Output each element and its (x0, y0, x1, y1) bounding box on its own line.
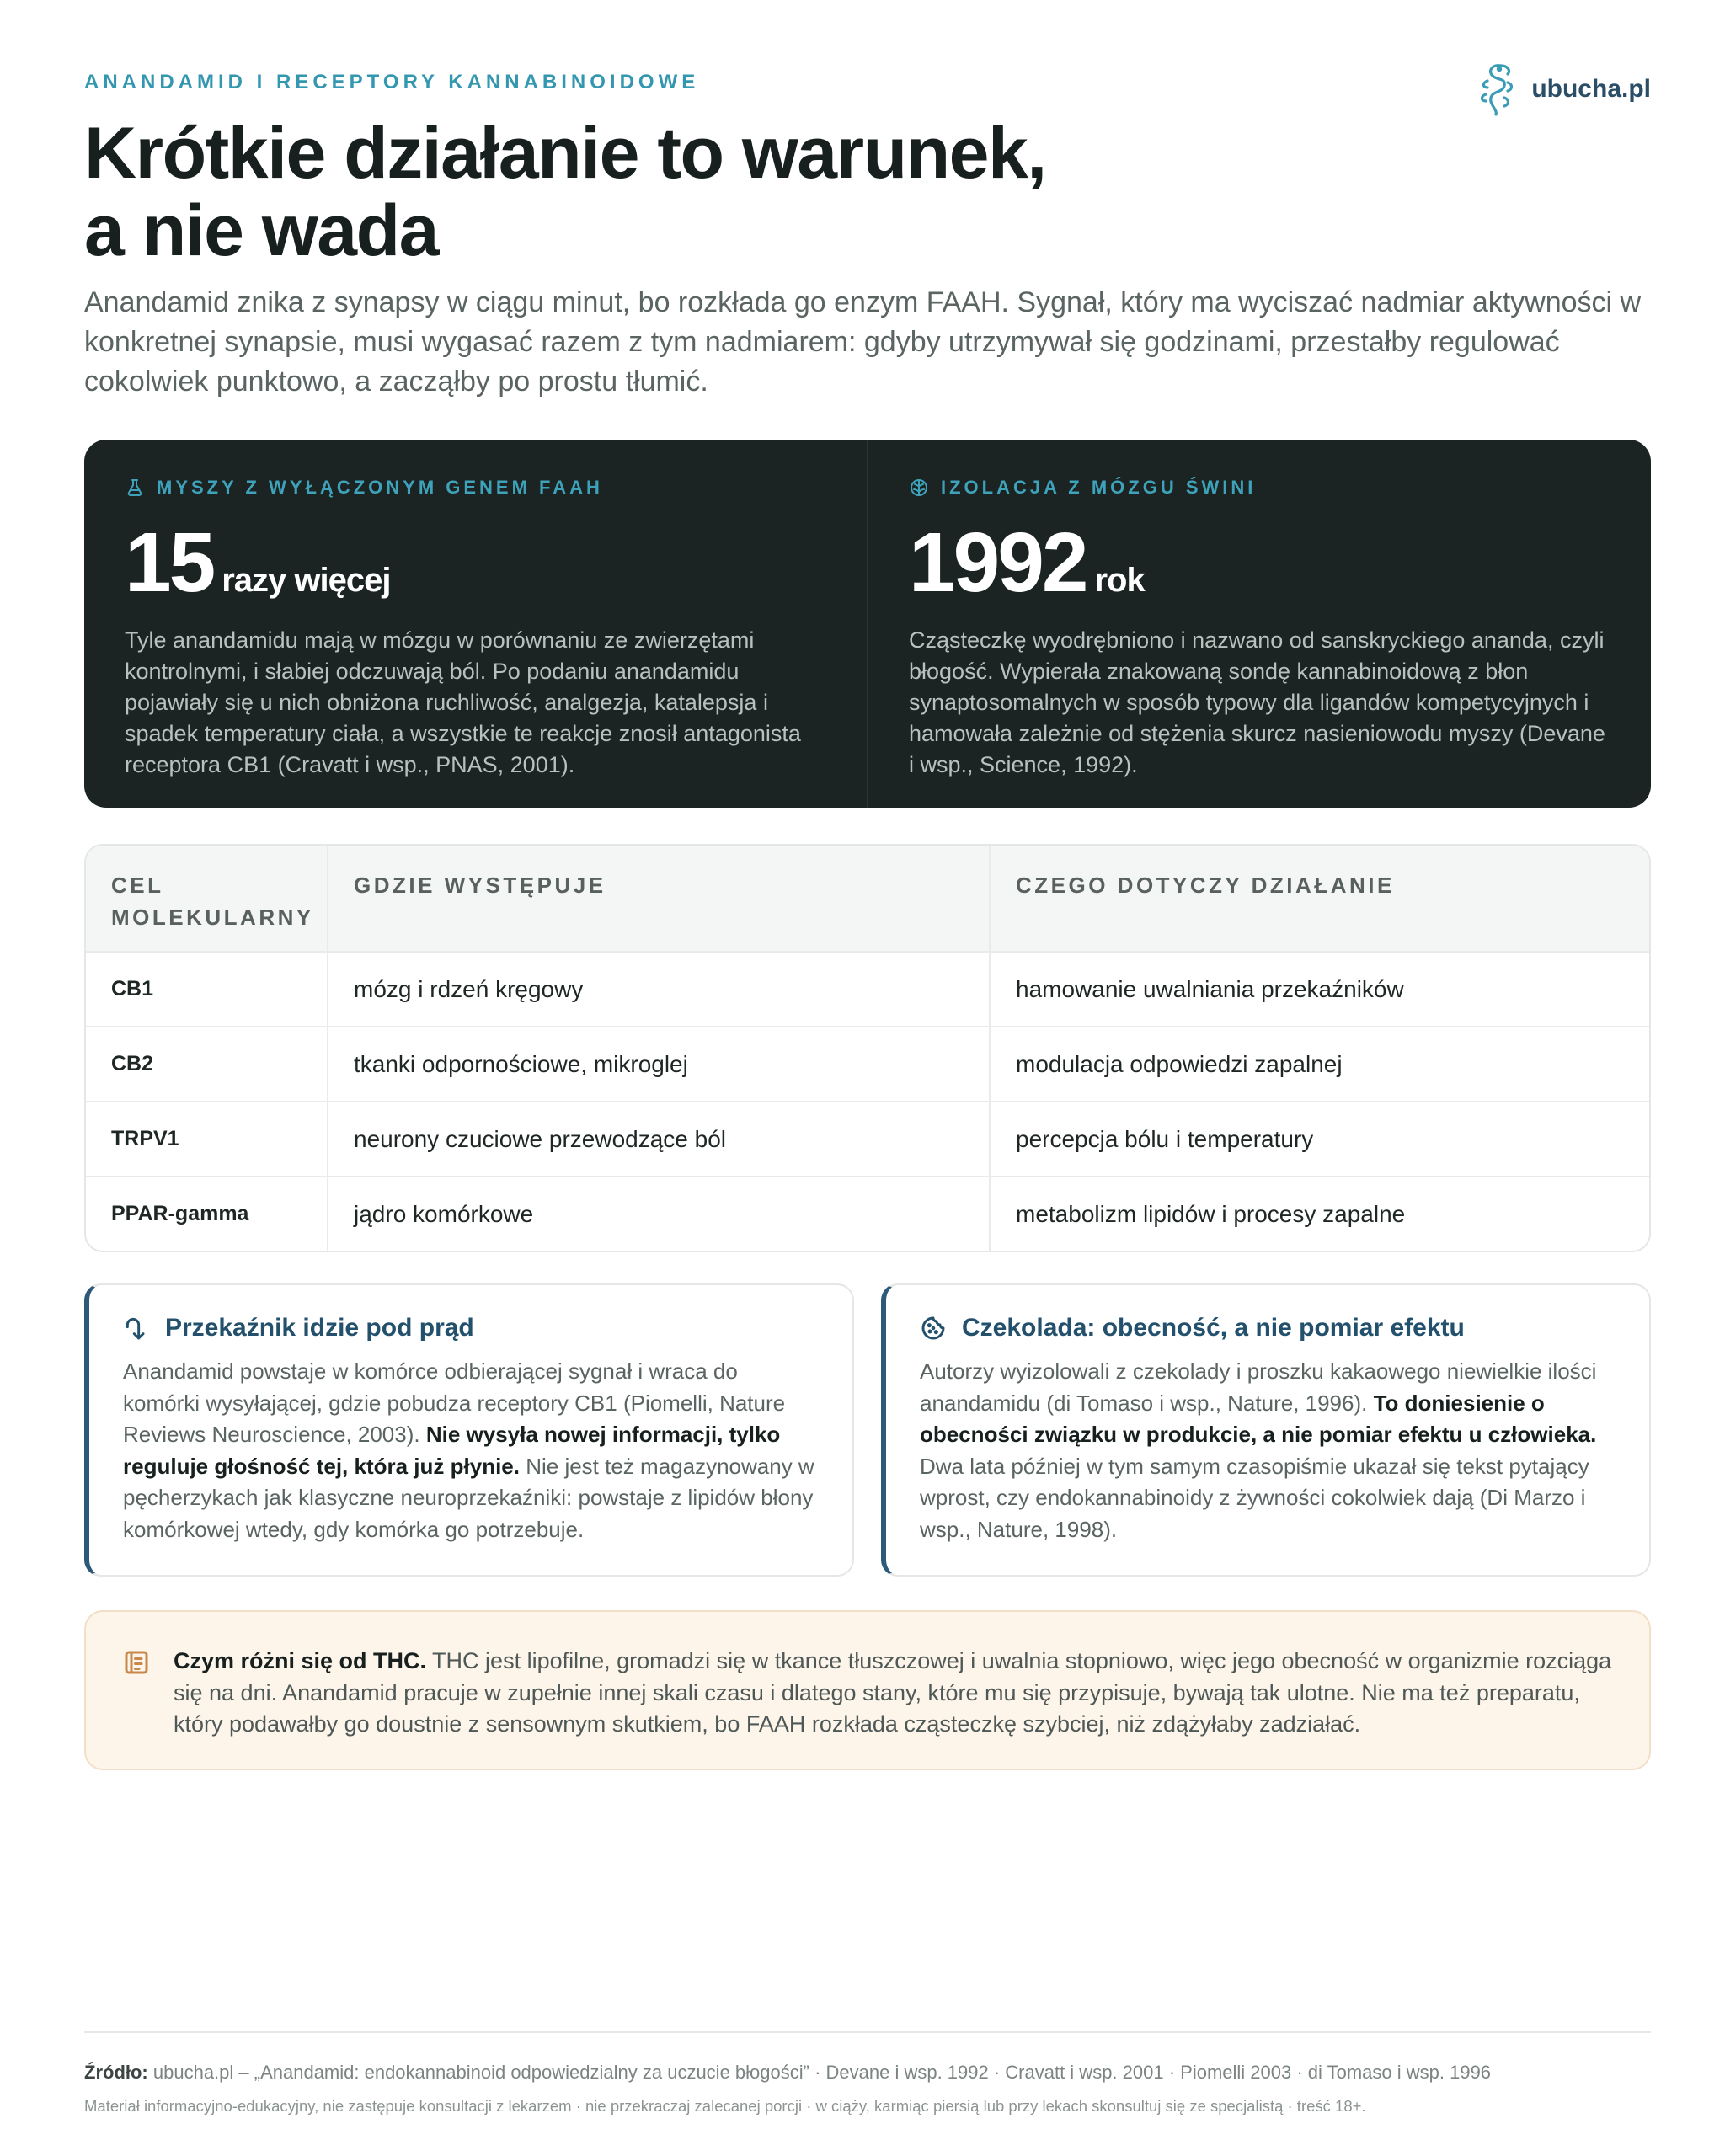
table-row (86, 1176, 1649, 1251)
note-bold: Czym różni się od THC. (174, 1648, 427, 1673)
table-row (86, 1101, 1649, 1176)
card-text-part: Anandamid powstaje w komórce odbierającej sygnał i wraca do komórki wysyłającej, gdzie pobudza receptory CB1 (Piomelli, Nature Reviews Neuroscience, 2003). (123, 1358, 786, 1447)
stat-description: Tyle anandamidu mają w mózgu w porównaniu ze zwierzętami kontrolnymi, i słabiej odczuwają ból. Po podaniu anandamidu pojawiały się u nich obniżona ruchliwość, analgezja, katalepsja i spadek temperatury ciała, a wszystkie te reakcje znosił antagonista receptora CB1 (Cravatt i wsp., PNAS, 2001). (125, 627, 801, 777)
logo-text: ubucha.pl (1531, 75, 1651, 103)
table-cell-location: neurony czuciowe przewodzące ból (328, 1102, 991, 1176)
table-cell-target: CB1 (86, 953, 328, 1026)
table-row (86, 1026, 1649, 1101)
stat-label-text: IZOLACJA Z MÓZGU ŚWINI (941, 477, 1257, 498)
card-retrograde-messenger (84, 1283, 854, 1577)
title-line-1: Krótkie działanie to warunek, (84, 113, 1046, 194)
table-header-row (86, 846, 1649, 951)
stat-value (909, 515, 1610, 610)
stat-label (125, 477, 826, 499)
brain-icon (909, 478, 929, 498)
table-cell-effect: percepcja bólu i temperatury (1016, 1125, 1314, 1152)
table-cell-location: mózg i rdzeń kręgowy (328, 953, 991, 1026)
stat-faah-mice (84, 440, 867, 808)
disclaimer: Materiał informacyjno-edukacyjny, nie zastępuje konsultacji z lekarzem · nie przekraczaj zalecanej porcji · w ciąży, karmiąc piersią lub przy lekach skonsultuj się ze specjalistą · treść 18+. (84, 2097, 1366, 2115)
stat-unit: razy więcej (222, 562, 391, 599)
stat-unit: rok (1094, 562, 1145, 599)
flask-icon (125, 478, 145, 498)
stats-panel (84, 440, 1651, 808)
card-text-part: Dwa lata później w tym samym czasopiśmie ukazał się tekst pytający wprost, czy endokannabinoidy z żywności cokolwiek dają (Di Marzo i wsp., Nature, 1998). (920, 1453, 1589, 1542)
table-cell-effect: modulacja odpowiedzi zapalnej (1016, 1050, 1343, 1077)
stat-label-text: MYSZY Z WYŁĄCZONYM GENEM FAAH (157, 477, 603, 498)
stat-isolation (867, 440, 1651, 808)
card-text-bold: To doniesienie o obecności związku w produkcie, a nie pomiar efektu u człowieka. (920, 1390, 1597, 1447)
column-header: GDZIE WYSTĘPUJE (328, 846, 991, 951)
card-text-part: Nie jest też magazynowany w pęcherzykach jak klasyczne neuroprzekaźniki: powstaje z lipidów błony komórkowej wtedy, gdy komórka go potrzebuje. (123, 1453, 814, 1542)
table-cell-target: CB2 (86, 1027, 328, 1101)
stat-number: 15 (125, 515, 214, 610)
card-title (920, 1314, 1617, 1342)
table-cell-target: PPAR-gamma (86, 1177, 328, 1251)
card-title (123, 1314, 820, 1342)
card-text-bold: Nie wysyła nowej informacji, tylko reguluje głośność tej, która już płynie. (123, 1422, 781, 1479)
document-icon (121, 1647, 152, 1678)
card-text-part: Autorzy wyizolowali z czekolady i proszku kakaowego niewielkie ilości anandamidu (di Tomaso i wsp., Nature, 1996). (920, 1358, 1597, 1416)
return-arrow-icon (123, 1315, 150, 1342)
source-label: Źródło: (84, 2062, 148, 2083)
note-text (174, 1646, 1616, 1769)
table-cell-effect: metabolizm lipidów i procesy zapalne (1016, 1200, 1406, 1227)
table-cell-target: TRPV1 (86, 1102, 328, 1176)
card-text (123, 1356, 820, 1545)
source-text: ubucha.pl – „Anandamid: endokannabinoid odpowiedzialny za uczucie błogości” · Devane i wsp. 1992 · Cravatt i wsp. 2001 · Piomelli 2003 · di Tomaso i wsp. 1996 (147, 2062, 1492, 2083)
card-title-text: Czekolada: obecność, a nie pomiar efektu (962, 1314, 1465, 1342)
thc-note (84, 1610, 1651, 1770)
infographic-page (84, 0, 1651, 2156)
page-title (84, 115, 1046, 270)
column-header: CEL MOLEKULARNY (86, 846, 328, 951)
stat-number: 1992 (909, 515, 1087, 610)
card-chocolate (881, 1283, 1651, 1577)
table-cell-effect: hamowanie uwalniania przekaźników (1016, 975, 1404, 1002)
stat-value (125, 515, 826, 610)
seahorse-logo-icon (1476, 59, 1519, 120)
card-text (920, 1356, 1617, 1545)
source-line (84, 2062, 1491, 2084)
table-row (86, 951, 1649, 1026)
site-logo[interactable] (1476, 59, 1651, 120)
note-body: THC jest lipofilne, gromadzi się w tkance tłuszczowej i uwalnia stopniowo, więc jego obecność w organizmie rozciąga się na dni. Anandamid pracuje w zupełnie innej skali czasu i dlatego stany, które mu się przypisuje, bywają tak ulotne. Nie ma też preparatu, który podawałby go doustnie z sensownym skutkiem, bo FAAH rozkłada cząsteczkę szybciej, niż zdążyłaby zadziałać. (174, 1648, 1612, 1737)
card-title-text: Przekaźnik idzie pod prąd (165, 1314, 474, 1342)
title-line-2: a nie wada (84, 190, 438, 271)
cookie-icon (920, 1315, 947, 1342)
footer-divider (84, 2031, 1651, 2033)
receptor-table (84, 844, 1651, 1252)
stat-label (909, 477, 1610, 499)
lead-paragraph: Anandamid znika z synapsy w ciągu minut, bo rozkłada go enzym FAAH. Sygnał, który ma wyciszać nadmiar aktywności w konkretnej synapsie, musi wygasać razem z tym nadmiarem: gdyby utrzymywał się godzinami, przestałby regulować cokolwiek punktowo, a zacząłby po prostu tłumić. (84, 286, 1642, 398)
column-header: CZEGO DOTYCZY DZIAŁANIE (1016, 873, 1395, 898)
table-cell-location: jądro komórkowe (328, 1177, 991, 1251)
eyebrow-label: ANANDAMID I RECEPTORY KANNABINOIDOWE (84, 71, 700, 93)
table-cell-location: tkanki odpornościowe, mikroglej (328, 1027, 991, 1101)
stat-description: Cząsteczkę wyodrębniono i nazwano od sanskryckiego ananda, czyli błogość. Wypierała znakowaną sondę kannabinoidową z błon synaptosomalnych w sposób typowy dla ligandów kompetycyjnych i hamowała zależnie od stężenia skurcz nasieniowodu myszy (Devane i wsp., Science, 1992). (909, 627, 1605, 777)
